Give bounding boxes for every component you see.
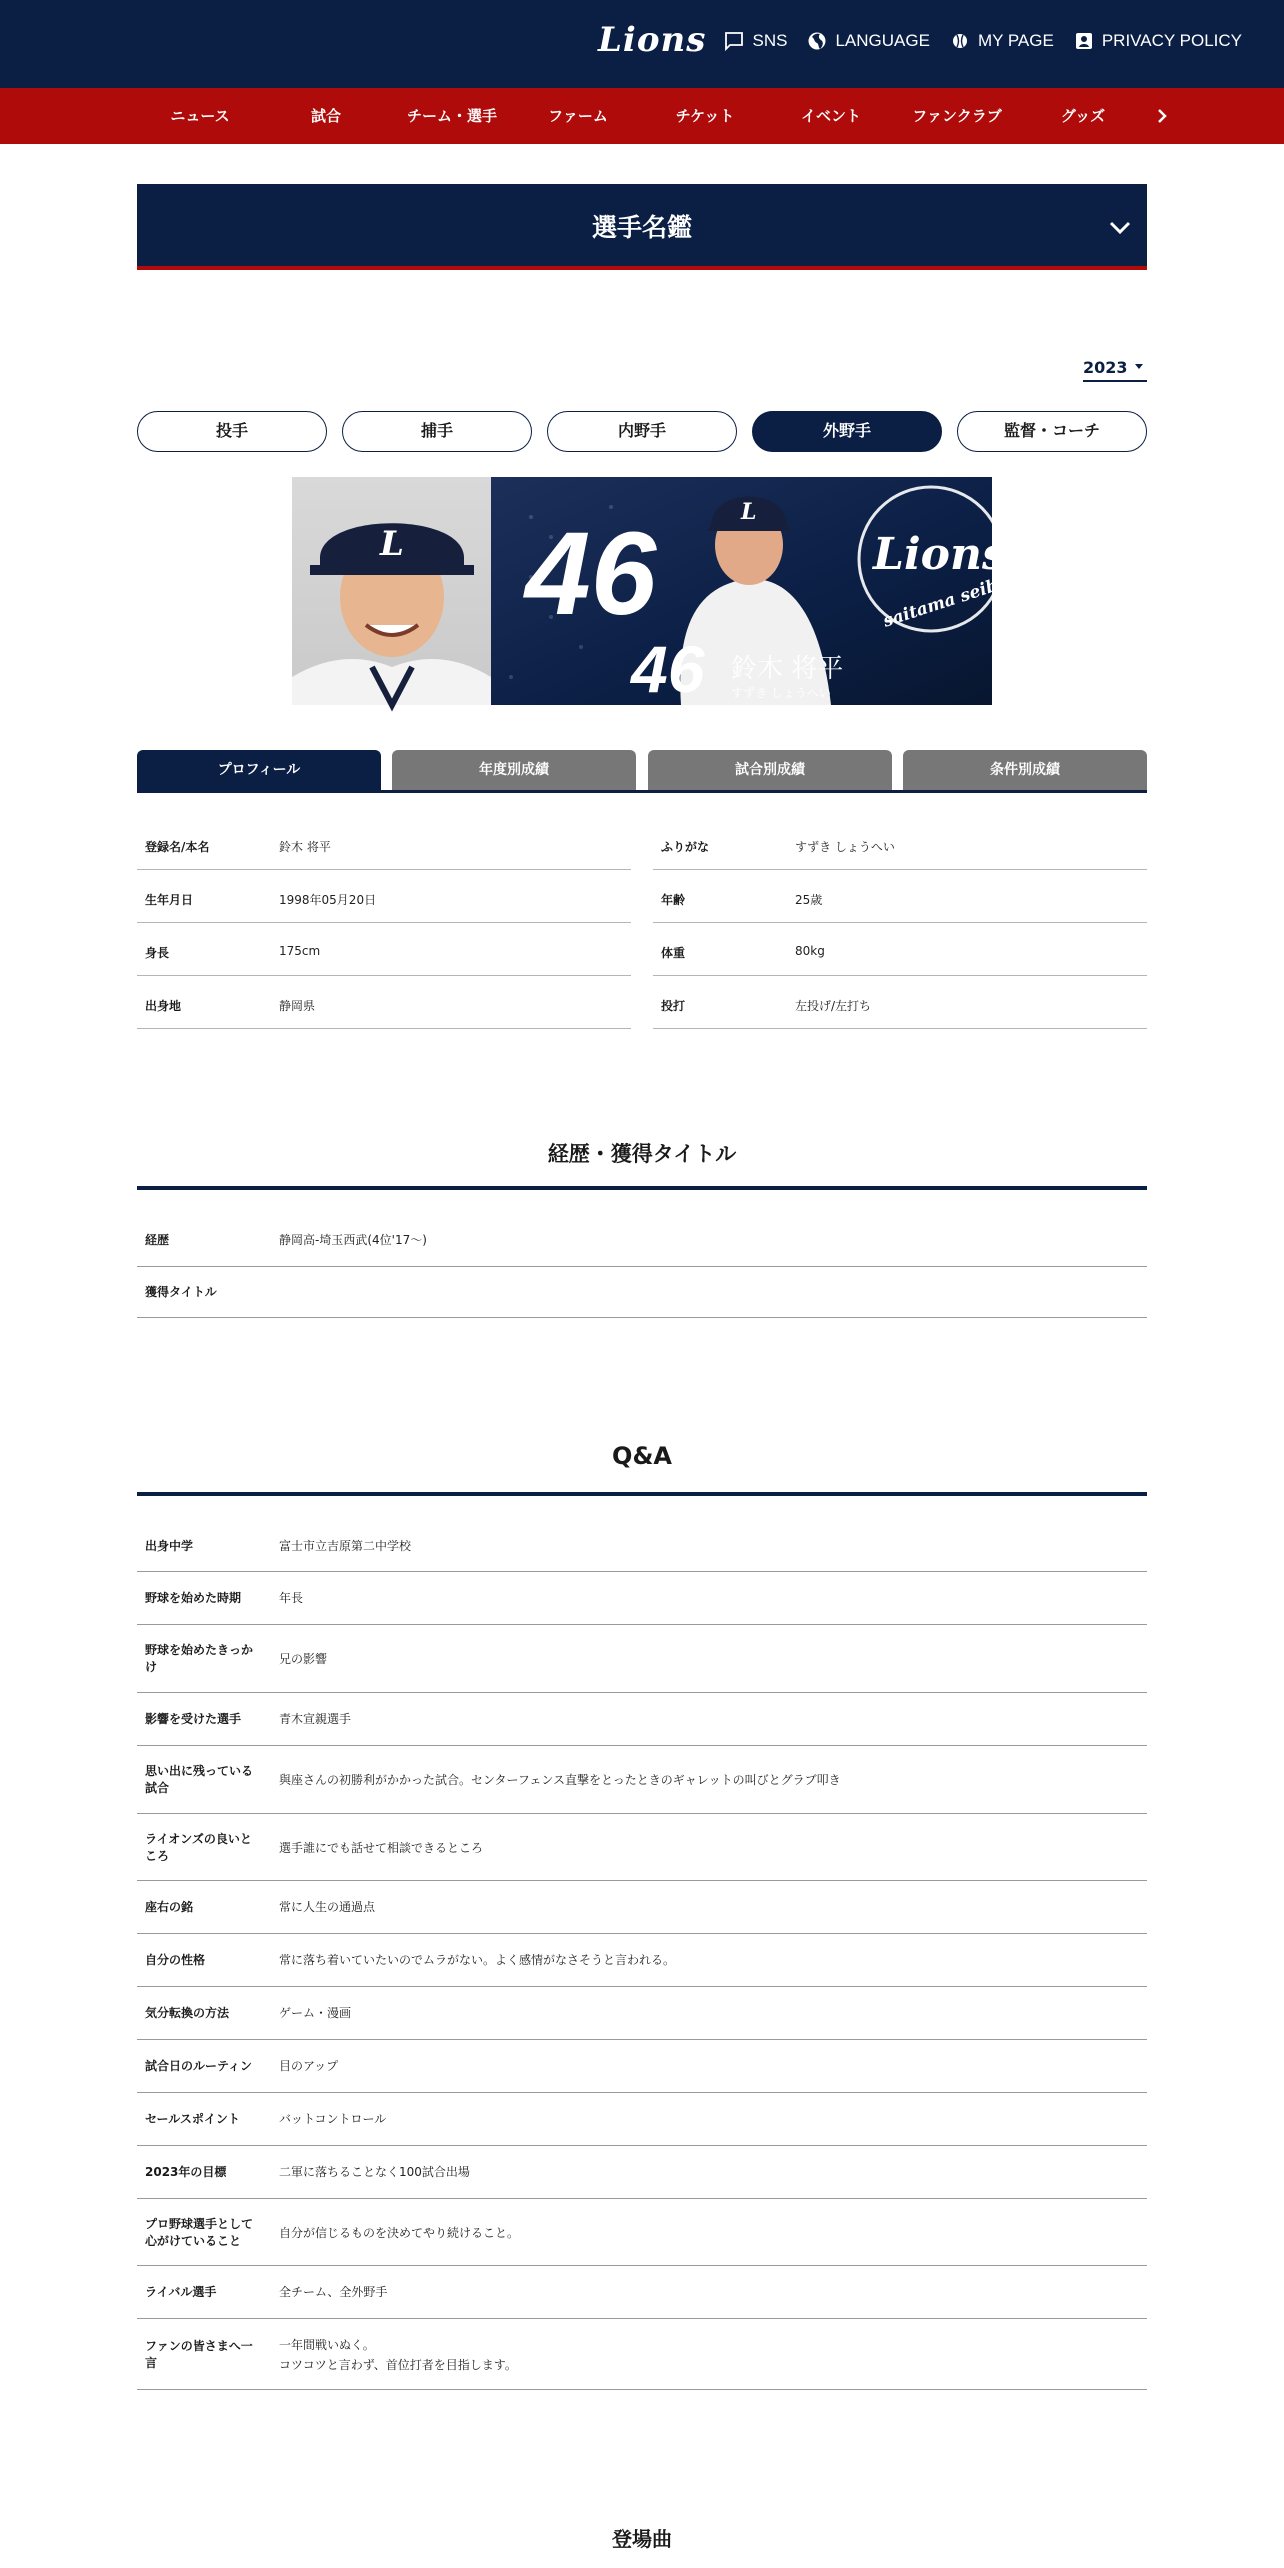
profile-value: 左投げ/左打ち	[795, 999, 872, 1013]
career-row	[137, 1190, 1147, 1267]
career-label: 獲得タイトル	[145, 1285, 217, 1299]
qa-label: 2023年の目標	[145, 2165, 227, 2179]
qa-value: 二軍に落ちることなく100試合出場	[279, 2165, 470, 2179]
qa-label: セールスポイント	[145, 2112, 240, 2126]
banner-emblem-sub: saitama seibu	[880, 571, 1013, 632]
qa-row	[137, 2266, 1147, 2319]
qa-value: バットコントロール	[279, 2112, 387, 2126]
qa-row	[137, 1625, 1147, 1693]
nav-item-event[interactable]: イベント	[800, 107, 862, 125]
profile-label: 生年月日	[145, 893, 194, 907]
tab-condition-stats[interactable]: 条件別成績	[903, 750, 1147, 790]
page-title-bar[interactable]	[137, 184, 1147, 270]
profile-value: 静岡県	[279, 999, 316, 1013]
profile-value: 1998年05月20日	[279, 893, 377, 907]
qa-label: 試合日のルーティン	[145, 2059, 253, 2073]
banner-number-small: 46	[631, 632, 705, 706]
qa-row	[137, 1814, 1147, 1881]
mypage-link[interactable]	[950, 31, 1054, 51]
qa-label: 野球を始めた時期	[145, 1591, 242, 1605]
main-nav	[0, 88, 1284, 144]
chat-bubble-icon	[724, 31, 744, 51]
language-label: LANGUAGE	[835, 31, 930, 50]
qa-label: ライオンズの良いところ	[145, 1832, 252, 1863]
nav-item-farm[interactable]: ファーム	[548, 107, 608, 125]
qa-value: 年長	[279, 1591, 304, 1605]
profile-row	[137, 924, 631, 976]
career-row	[137, 1267, 1147, 1318]
nav-item-team[interactable]: チーム・選手	[406, 107, 498, 125]
language-link[interactable]	[807, 31, 929, 51]
nav-item-ticket[interactable]: チケット	[675, 107, 735, 125]
position-catcher-button[interactable]: 捕手	[342, 411, 532, 452]
qa-value: 自分が信じるものを決めてやり続けること。	[279, 2226, 520, 2240]
qa-label: 影響を受けた選手	[145, 1712, 242, 1726]
tab-game-stats[interactable]: 試合別成績	[648, 750, 892, 790]
qa-value: 兄の影響	[279, 1652, 328, 1666]
profile-row	[653, 977, 1147, 1029]
nav-item-fanclub[interactable]: ファンクラブ	[912, 107, 1002, 125]
profile-label: 登録名/本名	[145, 840, 210, 854]
profile-label: 身長	[145, 946, 170, 960]
cap-letter: L	[380, 524, 404, 564]
qa-row	[137, 1693, 1147, 1746]
qa-value: 常に落ち着いていたいのでムラがない。よく感情がなさそうと言われる。	[279, 1953, 676, 1967]
profile-row	[653, 818, 1147, 870]
qa-row	[137, 1987, 1147, 2040]
qa-value: 與座さんの初勝利がかかった試合。センターフェンス直撃をとったときのギャレットの叫びとグラブ叩き	[279, 1773, 841, 1787]
profile-value: 鈴木 将平	[279, 840, 331, 854]
profile-value: 25歳	[795, 893, 823, 907]
profile-label: 年齢	[661, 893, 686, 907]
baseball-icon	[950, 31, 970, 51]
tab-profile[interactable]: プロフィール	[137, 750, 381, 790]
profile-label: 体重	[661, 946, 686, 960]
qa-value: 全チーム、全外野手	[279, 2285, 388, 2299]
privacy-link[interactable]	[1074, 31, 1242, 51]
qa-row	[137, 2319, 1147, 2390]
song-heading: 登場曲	[612, 2527, 672, 2551]
profile-label: ふりがな	[661, 840, 710, 854]
profile-value: 80kg	[795, 944, 825, 958]
qa-row	[137, 1746, 1147, 1814]
qa-row	[137, 2199, 1147, 2266]
qa-label: ライバル選手	[145, 2285, 217, 2299]
qa-row	[137, 2093, 1147, 2146]
qa-label: 座右の銘	[145, 1900, 194, 1914]
mypage-label: MY PAGE	[977, 31, 1054, 50]
qa-value: 一年間戦いぬく。 コツコツと言わず、首位打者を目指します。	[279, 2338, 517, 2372]
tab-underline	[137, 790, 1147, 793]
qa-label: ファンの皆さまへ一言	[145, 2339, 253, 2370]
chevron-down-icon[interactable]	[1105, 212, 1135, 242]
qa-row	[137, 1496, 1147, 1572]
qa-row	[137, 1881, 1147, 1934]
site-header	[0, 0, 1284, 88]
privacy-label: PRIVACY POLICY	[1101, 31, 1242, 50]
qa-label: 気分転換の方法	[145, 2006, 230, 2020]
profile-row	[653, 924, 1147, 976]
career-value: 静岡高-埼玉西武(4位'17〜)	[279, 1233, 427, 1247]
qa-row	[137, 1572, 1147, 1625]
banner-player-kana: すずき しょうへい	[731, 686, 831, 700]
position-outfielder-button[interactable]: 外野手	[752, 411, 942, 452]
qa-value: ゲーム・漫画	[279, 2006, 352, 2020]
year-value: 2023	[1083, 358, 1128, 377]
position-infielder-button[interactable]: 内野手	[547, 411, 737, 452]
year-select[interactable]	[1083, 358, 1147, 382]
qa-label: 思い出に残っている試合	[145, 1764, 254, 1795]
sns-link[interactable]	[724, 31, 787, 51]
header-links	[724, 31, 1242, 51]
qa-value: 目のアップ	[279, 2059, 339, 2073]
qa-label: 自分の性格	[145, 1953, 206, 1967]
player-headshot	[292, 477, 491, 705]
qa-row	[137, 2146, 1147, 2199]
qa-label: 野球を始めたきっかけ	[145, 1643, 254, 1674]
player-banner	[491, 477, 1013, 706]
career-label: 経歴	[145, 1233, 170, 1247]
profile-label: 投打	[661, 999, 686, 1013]
sns-label: SNS	[752, 31, 788, 50]
position-staff-button[interactable]: 監督・コーチ	[957, 411, 1147, 452]
profile-row	[137, 871, 631, 923]
nav-item-goods[interactable]: グッズ	[1060, 107, 1106, 125]
profile-label: 出身地	[145, 999, 182, 1013]
profile-value: すずき しょうへい	[795, 840, 895, 854]
banner-cap-letter: L	[741, 499, 757, 525]
banner-emblem-text: Lions	[873, 529, 1007, 580]
profile-row	[137, 818, 631, 870]
qa-label: 出身中学	[145, 1539, 194, 1553]
position-pitcher-button[interactable]: 投手	[137, 411, 327, 452]
globe-icon	[807, 31, 827, 51]
qa-label: プロ野球選手として心がけていること	[145, 2217, 254, 2248]
qa-value: 富士市立吉原第二中学校	[279, 1539, 412, 1553]
qa-row	[137, 1934, 1147, 1987]
page-title: 選手名鑑	[591, 213, 692, 242]
nav-item-games[interactable]: 試合	[310, 107, 342, 125]
profile-value: 175cm	[279, 944, 321, 958]
profile-row	[653, 871, 1147, 923]
career-heading: 経歴・獲得タイトル	[547, 1142, 737, 1166]
nav-item-news[interactable]: ニュース	[170, 107, 230, 125]
caret-down-icon	[1135, 364, 1143, 369]
profile-row	[137, 977, 631, 1029]
chevron-right-icon[interactable]	[1150, 104, 1174, 128]
qa-row	[137, 2040, 1147, 2093]
tab-yearly-stats[interactable]: 年度別成績	[392, 750, 636, 790]
lions-logo[interactable]: Lions	[598, 20, 707, 60]
qa-value: 青木宣親選手	[279, 1712, 352, 1726]
qa-value: 選手誰にでも話せて相談できるところ	[279, 1841, 484, 1855]
id-badge-icon	[1074, 31, 1094, 51]
banner-number-large: 46	[525, 508, 657, 640]
qa-heading: Q&A	[612, 1442, 672, 1470]
banner-player-name: 鈴木 将平	[731, 654, 844, 684]
qa-value: 常に人生の通過点	[279, 1900, 376, 1914]
